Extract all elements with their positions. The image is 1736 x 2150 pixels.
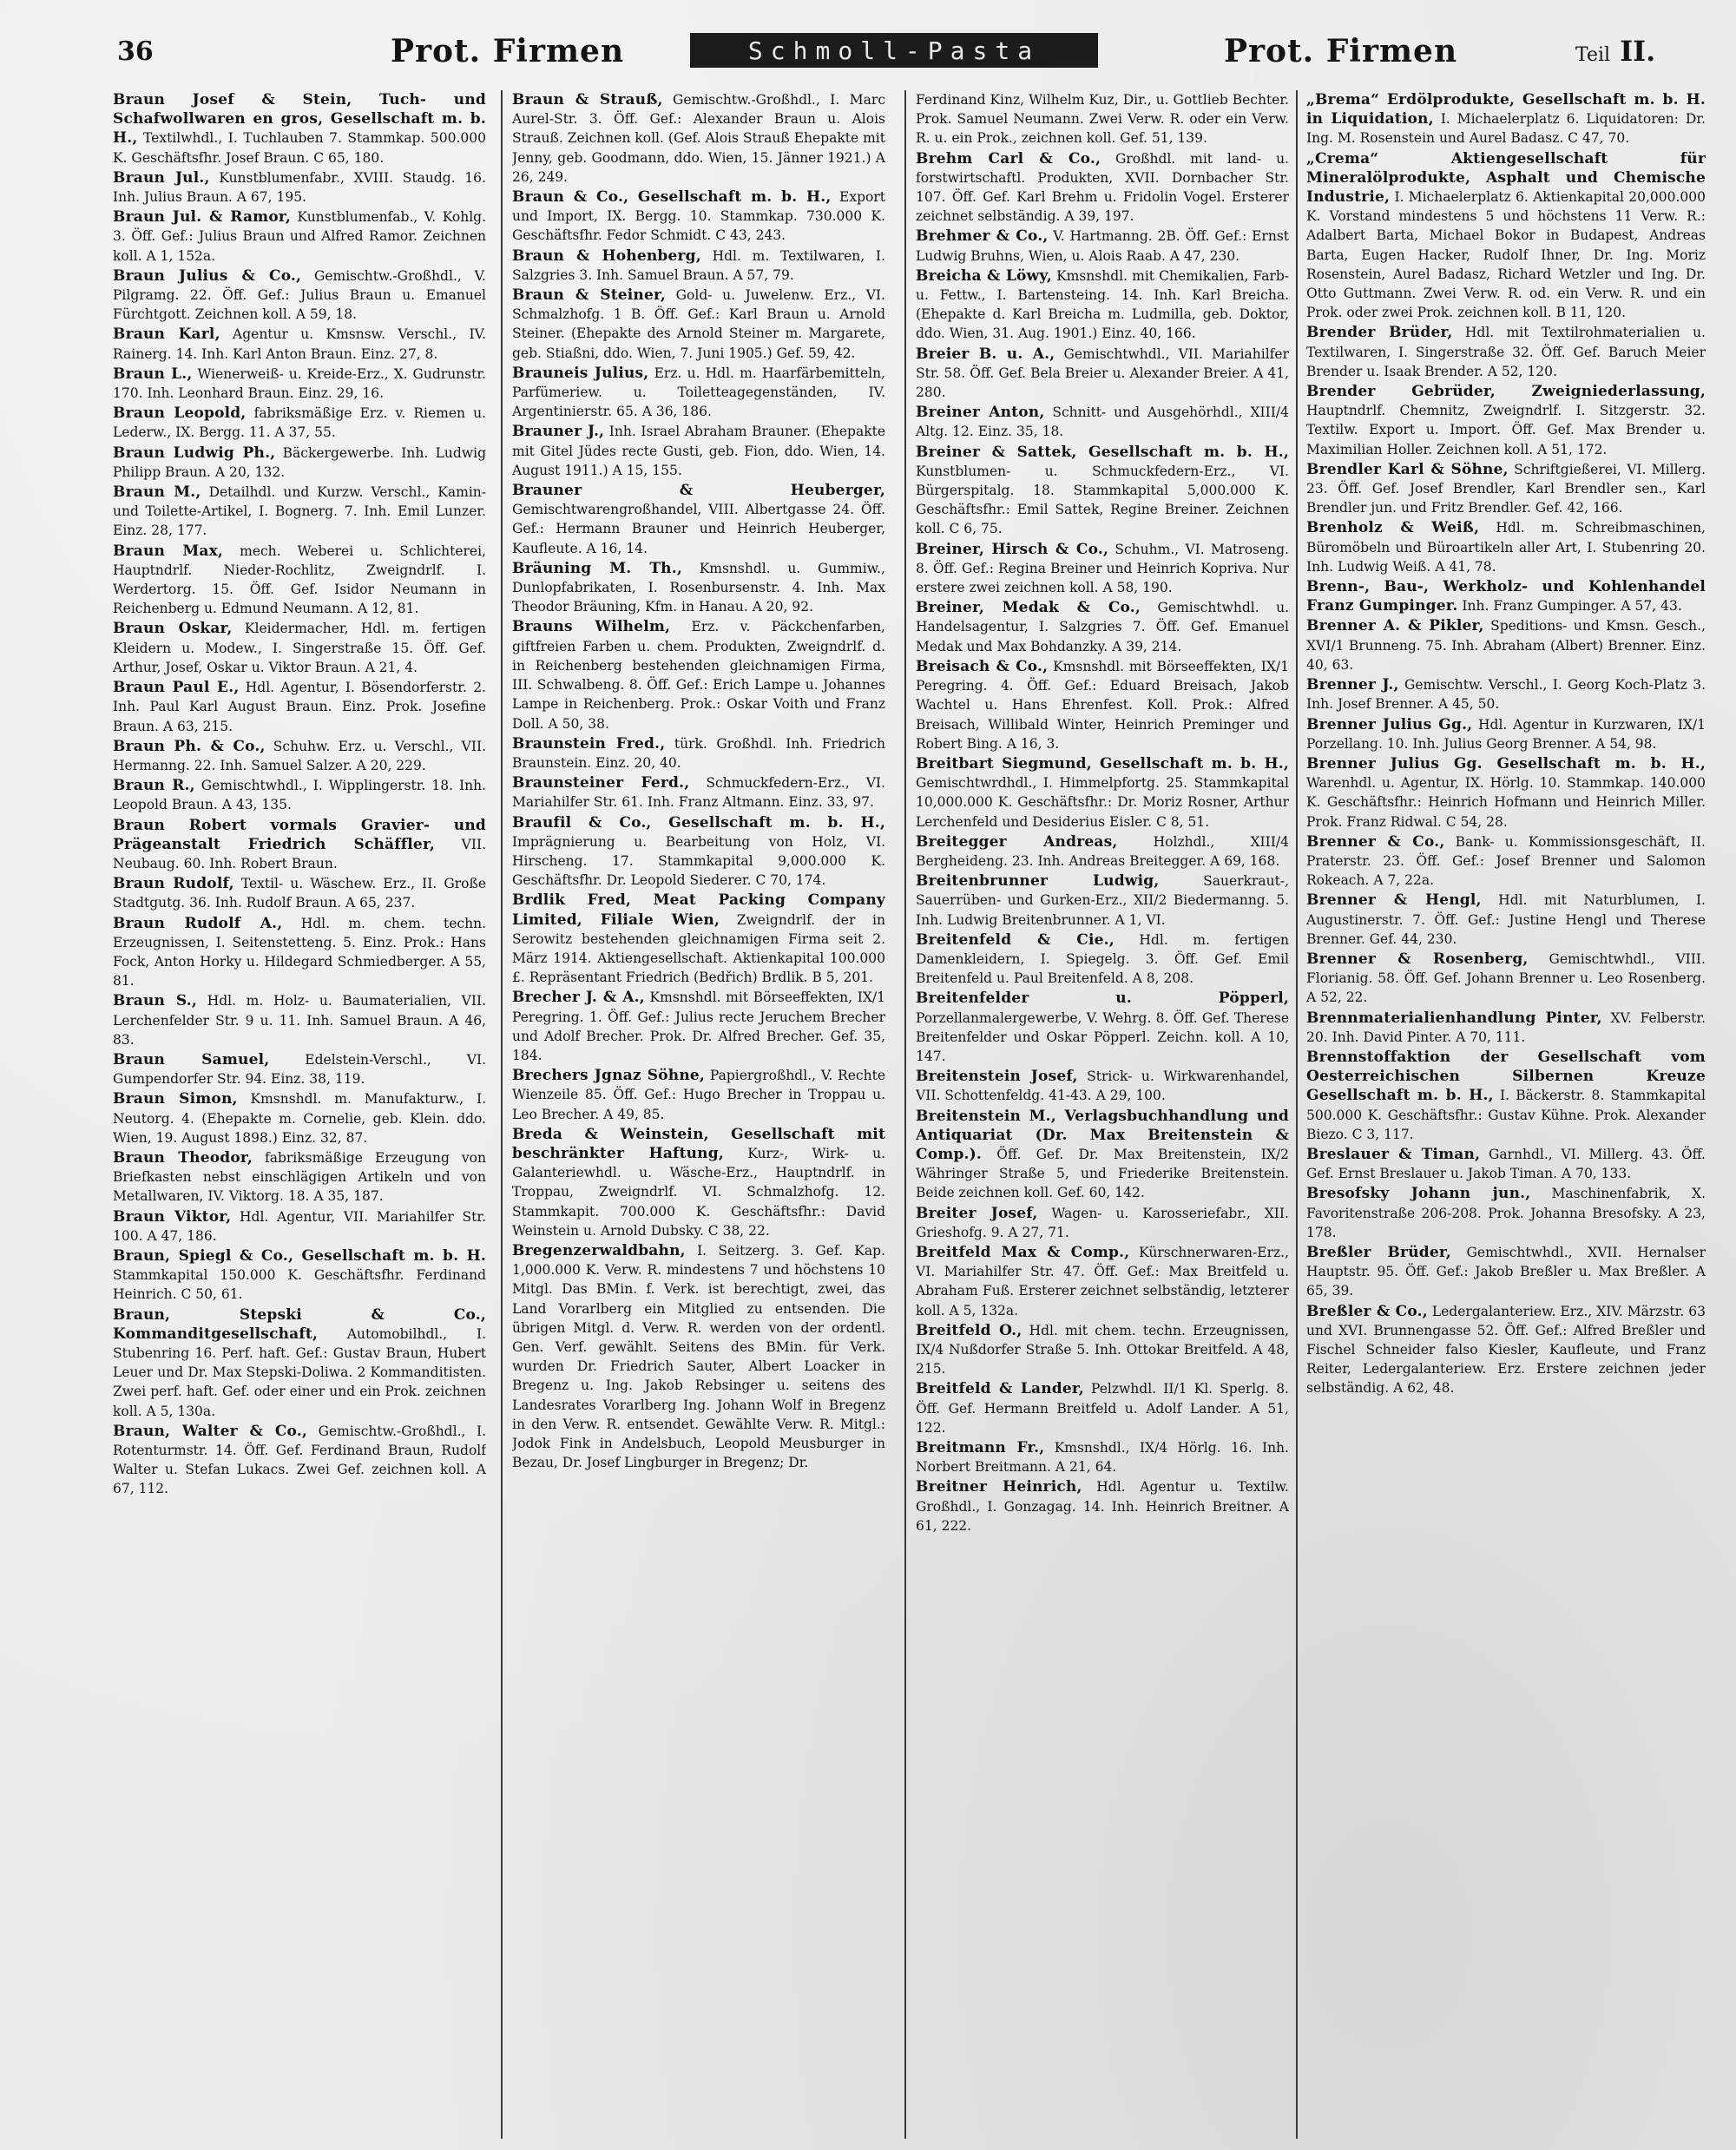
firm-details: Stammkapital 150.000 K. Geschäftsfhr. Ferdinand Heinrich. C 50, 61. — [113, 1267, 486, 1303]
directory-entry — [1306, 754, 1706, 832]
firm-details: Wagen- u. Karosseriefabr., XII. Grieshofg. 9. A 27, 71. — [916, 1205, 1289, 1240]
firm-name: Brenner Julius Gg. Gesellschaft m. b. H., — [1306, 754, 1706, 773]
firm-name: Braun Jul. & Ramor, — [113, 208, 291, 227]
firm-details: Garnhdl., VI. Millerg. 43. Öff. Gef. Ernst Breslauer u. Jakob Timan. A 70, 133. — [1306, 1146, 1706, 1182]
firm-name: Brender Brüder, — [1306, 324, 1453, 342]
directory-entry — [1306, 382, 1706, 459]
directory-entry — [1306, 460, 1706, 518]
directory-entry — [1306, 323, 1706, 381]
directory-entry — [916, 832, 1289, 871]
directory-entry — [113, 483, 486, 541]
firm-details: Imprägnierung u. Bearbeitung von Holz, VI. Hirscheng. 17. Stammkapital 9,000.000 K. Geschäftsfhr. Dr. Leopold Siederer. C 70, 174. — [512, 833, 885, 889]
firm-name: Breiner & Sattek, Gesellschaft m. b. H., — [916, 443, 1289, 461]
directory-entry — [113, 444, 486, 482]
firm-details: Gemischtwhdl., VII. Mariahilfer Str. 58. Öff. Gef. Bela Breier u. Alexander Breier. A 41, 280. — [916, 345, 1289, 401]
directory-entry — [1306, 616, 1706, 674]
firm-details: Großhdl. mit land- u. forstwirtschaftl. Produkten, XVII. Dornbacher Str. 107. Öff. Gef. Karl Brehm u. Fridolin Vogel. Ersterer zeichnet selbständig. A 39, 197. — [916, 150, 1289, 225]
firm-details: Gemischtw.-Großhdl., I. Rotenturmstr. 14. Öff. Gef. Ferdinand Braun, Rudolf Walter u. Stefan Lukacs. Zwei Gef. zeichnen koll. A 67, 112. — [113, 1423, 486, 1497]
firm-details: XV. Felberstr. 20. Inh. David Pinter. A 70, 111. — [1306, 1009, 1706, 1045]
firm-name: Braun & Steiner, — [512, 286, 667, 305]
part-indicator — [1575, 35, 1655, 68]
directory-entry — [512, 813, 885, 891]
directory-entry — [1306, 1048, 1706, 1144]
firm-name: Breiner Anton, — [916, 404, 1045, 422]
directory-entry — [113, 1305, 486, 1421]
directory-entry — [1306, 891, 1706, 949]
directory-entry — [916, 1477, 1289, 1535]
directory-entry — [1306, 675, 1706, 713]
firm-details: Kmsnshdl. mit Chemikalien, Farb- u. Fettw., I. Bartensteing. 14. Inh. Karl Breicha. (Ehepakte d. Karl Breicha m. Ludmilla, geb. Doktor, ddo. Wien, 31. Aug. 1901.) Einz. 40, 166. — [916, 267, 1289, 342]
directory-entry — [916, 266, 1289, 344]
firm-details: Automobilhdl., I. Stubenring 16. Perf. haft. Gef.: Gustav Braun, Hubert Leuer und Dr. Max Stepski-Doliwa. 2 Kommanditisten. Zwei perf. haft. Gef. oder einer und ein Prok. zeichnen koll. A 5, 130a. — [113, 1325, 486, 1419]
directory-entry — [113, 914, 486, 991]
firm-details: Hdl. Agentur, I. Bösendorferstr. 2. Inh. Paul Karl August Braun. Einz. Prok. Josefine Braun. A 63, 215. — [113, 680, 486, 734]
firm-name: Breitenstein M., Verlagsbuchhandlung und Antiquariat (Dr. Max Breitenstein & Comp.). — [916, 1107, 1289, 1163]
firm-details: Edelstein-Verschl., VI. Gumpendorfer Str. 94. Einz. 38, 119. — [113, 1051, 486, 1088]
directory-entry — [916, 227, 1289, 265]
firm-name: Braun Jul., — [113, 168, 210, 187]
firm-details: Wienerweiß- u. Kreide-Erz., X. Gudrunstr. 170. Inh. Leonhard Braun. Einz. 29, 16. — [113, 365, 486, 402]
directory-entry — [1306, 1243, 1706, 1301]
firm-name: Braun M., — [113, 483, 201, 502]
directory-entry — [916, 930, 1289, 989]
directory-entry — [916, 871, 1289, 930]
directory-entry — [113, 1207, 486, 1246]
firm-name: Brauneis Julius, — [512, 364, 649, 382]
directory-entry — [113, 207, 486, 266]
firm-name: Braun S., — [113, 992, 198, 1010]
directory-entry — [1306, 832, 1706, 891]
firm-name: Braun Oskar, — [113, 620, 233, 638]
firm-details: Hdl. m. fertigen Damenkleidern, I. Spiegelg. 3. Öff. Gef. Emil Breitenfeld u. Paul Breitenfeld. A 8, 208. — [916, 931, 1289, 987]
firm-details: Gemischtw.-Großhdl., I. Marc Aurel-Str. 3. Öff. Gef.: Alexander Braun u. Alois Strauß. Zeichnen koll. (Gef. Alois Strauß Ehepakte mit Jenny, geb. Goodmann, ddo. Wien, 15. Jänner 1921.) A 26, 249. — [512, 92, 885, 185]
firm-name: Braun & Co., Gesellschaft m. b. H., — [512, 188, 832, 207]
firm-name: „Crema“ Aktiengesellschaft für Mineralölprodukte, Asphalt und Chemische Industrie, — [1306, 149, 1706, 207]
firm-name: Brenner A. & Pikler, — [1306, 617, 1484, 635]
firm-details: türk. Großhdl. Inh. Friedrich Braunstein. Einz. 20, 40. — [512, 735, 885, 771]
firm-details: Hdl. m. Schreibmaschinen, Büromöbeln und Büroartikeln aller Art, I. Stubenring 20. Inh. Ludwig Weiß. A 41, 78. — [1306, 520, 1706, 575]
firm-name: Braun, Spiegl & Co., Gesellschaft m. b. H. — [113, 1246, 486, 1265]
firm-details: Inh. Franz Gumpinger. A 57, 43. — [1462, 598, 1682, 615]
firm-name: Braunstein Fred., — [512, 734, 666, 753]
directory-entry — [113, 325, 486, 363]
column-divider — [1296, 90, 1298, 2139]
column-4 — [1306, 90, 1706, 2139]
directory-entry — [113, 1089, 486, 1147]
listing-columns — [113, 90, 1719, 2139]
firm-details: Hdl. m. Holz- u. Baumaterialien, VII. Lerchenfelder Str. 9 u. 11. Inh. Samuel Braun. A 46, 83. — [113, 993, 486, 1048]
directory-entry — [512, 617, 885, 733]
directory-entry — [916, 1379, 1289, 1437]
firm-name: Breitenstein Josef, — [916, 1068, 1078, 1086]
firm-name: Braun & Strauß, — [512, 91, 663, 108]
directory-entry — [113, 1050, 486, 1088]
firm-details: Hdl. Agentur, VII. Mariahilfer Str. 100. A 47, 186. — [113, 1208, 486, 1244]
firm-details: Kmsnshdl. mit Börseeffekten, IX/1 Peregring. 4. Öff. Gef.: Eduard Breisach, Jakob Wachtel u. Hans Ehrenfest. Koll. Prok.: Alfred Breisach, Willibald Winter, Heinrich Preminger und Robert Bing. A 16, 3. — [916, 658, 1289, 752]
directory-entry — [1306, 715, 1706, 753]
directory-entry — [113, 1422, 486, 1499]
firm-details: Gemischtwarengroßhandel, VIII. Albertgasse 24. Öff. Gef.: Hermann Brauner und Heinrich Heuberger, Kaufleute. A 16, 14. — [512, 502, 885, 556]
directory-entry — [916, 657, 1289, 753]
firm-details: I. Bäckerstr. 8. Stammkapital 500.000 K. Geschäftsfhr.: Gustav Kühne. Prok. Alexander Biezo. C 3, 117. — [1306, 1088, 1706, 1142]
firm-name: Brenner Julius Gg., — [1306, 715, 1473, 733]
directory-entry — [512, 559, 885, 617]
firm-details: I. Michaelerplatz 6. Liquidatoren: Dr. Ing. M. Rosenstein und Aurel Badasz. C 47, 70. — [1306, 111, 1706, 147]
firm-name: Bregenzerwaldbahn, — [512, 1241, 686, 1259]
column-divider — [904, 90, 906, 2139]
firm-details: Sauerkraut-, Sauerrüben- und Gurken-Erz., XII/2 Biedermanng. 5. Inh. Ludwig Breitenbrunner. A 1, VI. — [916, 873, 1289, 928]
directory-entry — [512, 422, 885, 480]
firm-name: Breitfeld Max & Comp., — [916, 1243, 1130, 1261]
firm-name: Brenner J., — [1306, 676, 1399, 694]
directory-entry — [916, 754, 1289, 832]
directory-entry — [916, 1438, 1289, 1476]
directory-entry — [916, 1321, 1289, 1379]
firm-details: Schuhm., VI. Matroseng. 8. Öff. Gef.: Regina Breiner und Heinrich Kopriva. Nur erstere zwei zeichnen koll. A 58, 190. — [916, 541, 1289, 596]
firm-name: Braun Ludwig Ph., — [113, 444, 276, 462]
firm-details: Gemischtw.-Großhdl., V. Pilgramg. 22. Öff. Gef.: Julius Braun u. Emanuel Fürchtgott. Zeichnen koll. A 59, 18. — [113, 267, 486, 323]
part-number: II. — [1620, 35, 1656, 68]
firm-name: Breiner, Medak & Co., — [916, 599, 1141, 617]
firm-name: Braun & Hohenberg, — [512, 247, 701, 265]
directory-entry — [512, 90, 885, 187]
firm-details: Gemischtwhdl., VIII. Florianig. 58. Öff. Gef. Johann Brenner u. Leo Rosenberg. A 52, 22. — [1306, 950, 1706, 1006]
firm-name: Brechers Jgnaz Söhne, — [512, 1067, 706, 1085]
directory-entry — [916, 149, 1289, 227]
firm-name: Braun R., — [113, 777, 195, 795]
firm-details: Ledergalanteriew. Erz., XIV. Märzstr. 63 und XVI. Brunnengasse 52. Öff. Gef.: Alfred Breßler und Fischel Schneider falso Kiesler, Kaufleute, und Franz Reiter, Ledergalanteriew. Erz. Erstere zeichnen jeder selbständig. A 62, 48. — [1306, 1303, 1706, 1397]
firm-details: Kürschnerwaren-Erz., VI. Mariahilfer Str. 47. Öff. Gef.: Max Breitfeld u. Abraham Fuß. Ersterer zeichnet selbständig, letzterer koll. A 5, 132a. — [916, 1244, 1289, 1318]
column-3 — [916, 90, 1289, 2139]
firm-details: Hdl. m. Textilwaren, I. Salzgries 3. Inh. Samuel Braun. A 57, 79. — [512, 247, 885, 283]
part-label: Teil — [1575, 44, 1611, 66]
firm-name: Brenner & Rosenberg, — [1306, 950, 1529, 968]
firm-name: Breitenfeld & Cie., — [916, 930, 1115, 949]
directory-entry — [1306, 1009, 1706, 1047]
brand-banner: Schmoll-Pasta — [690, 33, 1098, 68]
firm-name: Breitenfelder u. Pöpperl, — [916, 990, 1289, 1008]
firm-details: Kmsnshdl. m. Manufakturw., I. Neutorg. 4. (Ehepakte m. Cornelie, geb. Klein. ddo. Wien, 19. August 1898.) Einz. 32, 87. — [113, 1091, 486, 1146]
firm-details: Hauptndrlf. Chemnitz, Zweigndrlf. I. Sitzgerstr. 32. Textilw. Export u. Import. Öff. Gef. Max Brender u. Maximilian Holler. Zeichnen koll. A 51, 172. — [1306, 403, 1706, 457]
firm-name: Brenner & Hengl, — [1306, 891, 1482, 910]
firm-name: Brenner & Co., — [1306, 832, 1445, 851]
firm-details: Pelzwhdl. II/1 Kl. Sperlg. 8. Öff. Gef. Hermann Breitfeld u. Adolf Lander. A 51, 122. — [916, 1381, 1289, 1436]
firm-name: Breitmann Fr., — [916, 1439, 1045, 1457]
directory-entry — [512, 734, 885, 773]
firm-name: Breßler Brüder, — [1306, 1243, 1451, 1261]
firm-details: Textil- u. Wäschew. Erz., II. Große Stadtgutg. 36. Inh. Rudolf Braun. A 65, 237. — [113, 876, 486, 911]
directory-entry — [1306, 518, 1706, 576]
directory-entry — [113, 168, 486, 207]
header-title-left: Prot. Firmen — [391, 33, 625, 69]
directory-entry — [512, 187, 885, 246]
directory-entry — [113, 266, 486, 325]
firm-name: Breisach & Co., — [916, 657, 1049, 675]
directory-entry — [916, 598, 1289, 656]
firm-details: I. Michaelerplatz 6. Aktienkapital 20,000.000 K. Vorstand mindestens 5 und höchstens 11 Verw. R.: Adalbert Barta, Michael Bokor in Budapest, Andreas Barta, Eugen Hacker, Rudolf Ihner, Dr. Ing. Moriz Rosenstein, Aurel Badasz, Richard Wetzler und Ing. Dr. Otto Guttmann. Zwei Verw. R. od. ein Verw. R. und ein Prok. oder zwei Prok. zeichnen koll. B 11, 120. — [1306, 189, 1706, 321]
firm-name: Braufil & Co., Gesellschaft m. b. H., — [512, 813, 885, 832]
firm-name: Brennstoffaktion der Gesellschaft vom Oesterreichischen Silbernen Kreuze Gesellschaft m. b. H., — [1306, 1048, 1706, 1105]
firm-details: Hdl. Agentur in Kurzwaren, IX/1 Porzellang. 10. Inh. Julius Georg Brenner. A 54, 98. — [1306, 716, 1706, 752]
directory-entry — [916, 345, 1289, 403]
firm-details: Kmsnshdl., IX/4 Hörlg. 16. Inh. Norbert Breitmann. A 21, 64. — [916, 1440, 1289, 1476]
firm-details: Erz. u. Hdl. m. Haarfärbemitteln, Parfümeriew. u. Toiletteagegenständen, IV. Argentinierstr. 65. A 36, 186. — [512, 365, 885, 420]
firm-details: Warenhdl. u. Agentur, IX. Hörlg. 10. Stammkap. 140.000 K. Geschäftsfhr.: Heinrich Hofmann und Heinrich Miller. Prok. Franz Ridwal. C 54, 28. — [1306, 775, 1706, 830]
firm-name: Brauner J., — [512, 423, 605, 441]
firm-name: Breßler & Co., — [1306, 1302, 1428, 1320]
firm-name: Breicha & Löwy, — [916, 266, 1052, 285]
directory-entry — [512, 364, 885, 422]
firm-name: Breitbart Siegmund, Gesellschaft m. b. H., — [916, 754, 1289, 773]
firm-details: Kmsnshdl. u. Gummiw., Dunlopfabrikaten, I. Rosenbursenstr. 4. Inh. Max Theodor Bräuning, Kfm. in Hanau. A 20, 92. — [512, 560, 885, 615]
directory-entry — [916, 403, 1289, 441]
page-header — [0, 26, 1736, 80]
firm-name: Braun Simon, — [113, 1090, 238, 1108]
firm-details: Porzellanmalergewerbe, V. Wehrg. 8. Öff. Gef. Therese Breitenfelder und Oskar Pöpperl. Zeichn. koll. A 10, 147. — [916, 1009, 1289, 1064]
directory-entry — [113, 90, 486, 168]
directory-entry — [113, 874, 486, 912]
column-1 — [113, 90, 486, 2139]
firm-details: V. Hartmanng. 2B. Öff. Gef.: Ernst Ludwig Bruhns, Wien, u. Alois Raab. A 47, 230. — [916, 228, 1289, 264]
directory-entry — [512, 481, 885, 558]
firm-details: Öff. Gef. Dr. Max Breitenstein, IX/2 Währinger Straße 5, und Friederike Breitenstein. Beide zeichnen koll. Gef. 60, 142. — [916, 1146, 1289, 1201]
directory-entry — [512, 1125, 885, 1240]
firm-name: Breda & Weinstein, Gesellschaft mit beschränkter Haftung, — [512, 1125, 885, 1162]
directory-entry — [916, 989, 1289, 1066]
firm-details: Kunstblumen- u. Schmuckfedern-Erz., VI. Bürgerspitalg. 18. Stammkapital 5,000.000 K. Geschäftsfhr.: Emil Sattek, Regine Breiner. Zeichnen koll. C 6, 75. — [916, 463, 1289, 537]
column-divider — [501, 90, 503, 2139]
firm-name: Brauns Wilhelm, — [512, 618, 671, 636]
firm-details: Hdl. mit Textilrohmaterialien u. Textilwaren, I. Singerstraße 32. Öff. Gef. Baruch Meier Brender u. Isaak Brender. A 52, 120. — [1306, 325, 1706, 379]
directory-entry — [916, 90, 1289, 148]
directory-entry — [1306, 950, 1706, 1008]
firm-name: Brenholz & Weiß, — [1306, 519, 1480, 537]
firm-details: Hdl. Agentur u. Textilw. Großhdl., I. Gonzagag. 14. Inh. Heinrich Breitner. A 61, 222. — [916, 1479, 1289, 1534]
firm-name: Braun Max, — [113, 542, 224, 560]
firm-name: Braun Samuel, — [113, 1050, 270, 1068]
directory-entry — [1306, 1145, 1706, 1183]
firm-name: Braun Paul E., — [113, 679, 240, 697]
firm-details: Gemischtwhdl. u. Handelsagentur, I. Salzgries 7. Öff. Gef. Emanuel Medak und Max Bohdanzky. A 39, 214. — [916, 600, 1289, 654]
firm-name: Brecher J. & A., — [512, 989, 645, 1007]
firm-name: Brendler Karl & Söhne, — [1306, 460, 1509, 478]
firm-details: Gemischtwhdl., XVII. Hernalser Hauptstr. 95. Öff. Gef.: Jakob Breßler u. Max Breßler. A 65, 39. — [1306, 1244, 1706, 1299]
directory-entry — [113, 1148, 486, 1206]
firm-name: Braun, Walter & Co., — [113, 1422, 308, 1440]
firm-details: fabriksmäßige Erzeugung von Briefkasten nebst einschlägigen Artikeln und von Metallwaren, IV. Viktorg. 18. A 35, 187. — [113, 1149, 486, 1205]
firm-name: Brender Gebrüder, Zweigniederlassung, — [1306, 383, 1706, 401]
firm-name: Brdlik Fred, Meat Packing Company Limited, Filiale Wien, — [512, 891, 885, 929]
firm-details: Kunstblumenfab., V. Kohlg. 3. Öff. Gef.: Julius Braun und Alfred Ramor. Zeichnen koll. A 1, 152a. — [113, 209, 486, 264]
firm-name: Brehm Carl & Co., — [916, 149, 1101, 168]
firm-name: Braun Ph. & Co., — [113, 737, 266, 755]
directory-entry — [1306, 577, 1706, 615]
firm-name: Braun L., — [113, 365, 193, 383]
firm-details: Textilwhdl., I. Tuchlauben 7. Stammkap. 500.000 K. Geschäftsfhr. Josef Braun. C 65, 180. — [113, 130, 486, 166]
firm-details: Hdl. m. chem. techn. Erzeugnissen, I. Seitenstetteng. 5. Einz. Prok.: Hans Fock, Anton Horky u. Hildegard Schmiedberger. A 55, 81. — [113, 915, 486, 990]
firm-details: Inh. Israel Abraham Brauner. (Ehepakte mit Gitel Jüdes recte Gusti, geb. Fion, ddo. Wien, 14. August 1911.) A 15, 155. — [512, 424, 885, 478]
firm-details: Speditions- und Kmsn. Gesch., XVI/1 Brunneng. 75. Inh. Abraham (Albert) Brenner. Einz. 40, 63. — [1306, 618, 1706, 673]
directory-entry — [113, 776, 486, 814]
directory-entry — [512, 1066, 885, 1124]
page-number: 36 — [117, 36, 154, 67]
firm-name: Breier B. u. A., — [916, 345, 1055, 363]
firm-name: Braun Karl, — [113, 325, 220, 344]
firm-details: Papiergroßhdl., V. Rechte Wienzeile 85. Öff. Gef.: Hugo Brecher in Troppau u. Leo Brecher. A 49, 85. — [512, 1068, 885, 1122]
firm-name: Braun Leopold, — [113, 404, 247, 423]
column-2 — [512, 90, 885, 2139]
firm-details: Schriftgießerei, VI. Millerg. 23. Öff. Gef. Josef Brendler, Karl Brendler sen., Karl Brendler jun. und Fritz Brendler. Gef. 42, 166. — [1306, 461, 1706, 516]
firm-details: Hdl. mit Naturblumen, I. Augustinerstr. 7. Öff. Gef.: Justine Hengl und Therese Brenner. Gef. 44, 230. — [1306, 892, 1706, 947]
firm-details: Gemischtw. Verschl., I. Georg Koch-Platz 3. Inh. Josef Brenner. A 45, 50. — [1306, 677, 1706, 713]
firm-details: Kurz-, Wirk- u. Galanteriewhdl. u. Wäsche-Erz., Hauptndrlf. in Troppau, Zweigndrlf. VI. Schmalzhofg. 12. Stammkapit. 700.000 K. Geschäftsfhr.: David Weinstein u. Arnold Dubsky. C 38, 22. — [512, 1145, 885, 1239]
firm-name: Breitfeld O., — [916, 1321, 1023, 1339]
directory-entry — [916, 540, 1289, 598]
firm-details: Schuhw. Erz. u. Verschl., VII. Hermanng. 22. Inh. Samuel Salzer. A 20, 229. — [113, 738, 486, 773]
directory-entry — [1306, 1302, 1706, 1398]
firm-name: Brenn-, Bau-, Werkholz- und Kohlenhandel Franz Gumpinger. — [1306, 578, 1706, 615]
directory-entry — [113, 619, 486, 677]
firm-name: Bräuning M. Th., — [512, 559, 682, 577]
firm-name: Braun Theodor, — [113, 1148, 253, 1167]
directory-entry — [916, 1067, 1289, 1105]
firm-details: Hdl. mit chem. techn. Erzeugnissen, IX/4 Nußdorfer Straße 5. Inh. Ottokar Breitfeld. A 48, 215. — [916, 1322, 1289, 1377]
firm-details: Bank- u. Kommissionsgeschäft, II. Praterstr. 23. Öff. Gef.: Josef Brenner und Salomon Rokeach. A 7, 22a. — [1306, 833, 1706, 889]
firm-details: Gemischtwrdhdl., I. Himmelpfortg. 25. Stammkapital 10,000.000 K. Geschäftsfhr.: Dr. Moriz Rosner, Arthur Lerchenfeld und Desiderius Eisler. C 8, 51. — [916, 775, 1289, 830]
firm-name: Breitner Heinrich, — [916, 1478, 1082, 1496]
firm-details: Agentur u. Kmsnsw. Verschl., IV. Rainerg. 14. Inh. Karl Anton Braun. Einz. 27, 8. — [113, 326, 486, 362]
directory-entry — [1306, 149, 1706, 323]
firm-name: Brehmer & Co., — [916, 227, 1049, 246]
directory-entry — [113, 542, 486, 619]
firm-details: Bäckergewerbe. Inh. Ludwig Philipp Braun. A 20, 132. — [113, 444, 486, 480]
firm-details: Holzhdl., XIII/4 Bergheideng. 23. Inh. Andreas Breitegger. A 69, 168. — [916, 833, 1289, 869]
firm-details: Ferdinand Kinz, Wilhelm Kuz, Dir., u. Gottlieb Bechter. Prok. Samuel Neumann. Zwei Verw. R. oder ein Verw. R. u. ein Prok., zeichnen koll. Gef. 51, 139. — [916, 92, 1289, 147]
firm-details: Strick- u. Wirkwarenhandel, VII. Schottenfeldg. 41-43. A 29, 100. — [916, 1068, 1289, 1104]
firm-name: Braun Robert vormals Gravier- und Prägeanstalt Friedrich Schäffler, — [113, 816, 486, 853]
firm-details: VII. Neubaug. 60. Inh. Robert Braun. — [113, 836, 486, 871]
directory-entry — [113, 737, 486, 775]
firm-details: Zweigndrlf. der in Serowitz bestehenden gleichnamigen Firma seit 2. März 1914. Aktiengesellschaft. Aktienkapital 100.000 £. Repräsentant Friedrich (Bedřich) Brdlik. B 5, 201. — [512, 911, 885, 986]
directory-entry — [512, 773, 885, 812]
firm-name: Braun Viktor, — [113, 1207, 232, 1226]
firm-name: Breiner, Hirsch & Co., — [916, 540, 1109, 558]
firm-name: Braun Rudolf, — [113, 875, 234, 893]
firm-name: „Brema“ Erdölprodukte, Gesellschaft m. b. H. in Liquidation, — [1306, 91, 1706, 128]
directory-entry — [1306, 1184, 1706, 1242]
directory-entry — [1306, 90, 1706, 148]
firm-details: Kleidermacher, Hdl. m. fertigen Kleidern u. Modew., I. Singerstraße 15. Öff. Gef. Arthur, Josef, Oskar u. Viktor Braun. A 21, 4. — [113, 621, 486, 675]
firm-details: I. Seitzerg. 3. Gef. Kap. 1,000.000 K. Verw. R. mindestens 7 und höchstens 10 Mitgl. Das BMin. f. Verk. ist berechtigt, zwei, das Land Vorarlberg ein Mitglied zu entsenden. Die übrigen Mitgl. d. Verw. R. werden von der ordentl. Gen. Verf. gewählt. Seitens des BMin. für Verk. wurden Dr. Friedrich Sauter, Albert Loacker in Bregenz u. Ing. Jakob Rebsinger u. seitens des Landesrates Vorarlberg Ing. Johann Wolf in Bregenz in den Verw. R. entsendet. Gewählte Verw. R. Mitgl.: Jodok Fink in Andelsbuch, Leopold Meusburger in Bezau, Dr. Josef Lingburger in Bregenz; Dr. — [512, 1242, 885, 1471]
firm-name: Braun Julius & Co., — [113, 266, 302, 285]
firm-name: Breitenbrunner Ludwig, — [916, 872, 1160, 891]
directory-entry — [113, 404, 486, 442]
directory-entry — [113, 991, 486, 1049]
firm-name: Breitfeld & Lander, — [916, 1380, 1084, 1398]
directory-entry — [916, 1107, 1289, 1203]
firm-details: mech. Weberei u. Schlichterei, Hauptndrlf. Nieder-Rochlitz, Zweigndrlf. I. Werdertorg. 15. Öff. Gef. Isidor Neumann in Reichenberg u. Edmund Neumann. A 12, 81. — [113, 542, 486, 617]
firm-details: Kunstblumenfabr., XVIII. Staudg. 16. Inh. Julius Braun. A 67, 195. — [113, 169, 486, 206]
directory-entry — [512, 988, 885, 1065]
directory-entry — [113, 816, 486, 874]
firm-name: Braun Josef & Stein, Tuch- und Schafwollwaren en gros, Gesellschaft m. b. H., — [113, 91, 486, 148]
directory-entry — [512, 247, 885, 285]
directory-entry — [113, 365, 486, 403]
firm-name: Braunsteiner Ferd., — [512, 774, 690, 792]
firm-name: Braun Rudolf A., — [113, 914, 283, 932]
firm-details: Maschinenfabrik, X. Favoritenstraße 206-208. Prok. Johanna Bresofsky. A 23, 178. — [1306, 1186, 1706, 1240]
firm-details: Erz. v. Päckchenfarben, giftfreien Farben u. chem. Produkten, Zweigndrlf. d. in Reichenberg bestehenden gleichnamigen Firma, III. Schwalbeng. 8. Öff. Gef.: Erich Lampe u. Johannes Lampe in Reichenberg. Prok.: Oskar Voith und Franz Doll. A 50, 38. — [512, 619, 885, 732]
firm-name: Breslauer & Timan, — [1306, 1145, 1481, 1163]
firm-name: Brennmaterialienhandlung Pinter, — [1306, 1009, 1602, 1027]
firm-details: Detailhdl. und Kurzw. Verschl., Kamin- und Toilette-Artikel, I. Bognerg. 7. Inh. Emil Lunzer. Einz. 28, 177. — [113, 484, 486, 539]
firm-name: Bresofsky Johann jun., — [1306, 1185, 1531, 1203]
directory-entry — [113, 678, 486, 736]
directory-entry — [512, 1241, 885, 1472]
firm-details: Kmsnshdl. mit Börseeffekten, IX/1 Peregring. 1. Öff. Gef.: Julius recte Jeruchem Brecher und Adolf Brecher. Prok. Dr. Alfred Brecher. Gef. 35, 184. — [512, 990, 885, 1063]
header-title-right: Prot. Firmen — [1224, 33, 1458, 69]
directory-entry — [512, 286, 885, 363]
firm-name: Breitegger Andreas, — [916, 832, 1118, 851]
directory-entry — [512, 891, 885, 987]
directory-entry — [916, 443, 1289, 539]
firm-name: Breiter Josef, — [916, 1204, 1038, 1222]
firm-name: Braun, Stepski & Co., Kommanditgesellschaft, — [113, 1305, 486, 1343]
firm-details: Gemischtwhdl., I. Wipplingerstr. 18. Inh. Leopold Braun. A 43, 135. — [113, 778, 486, 813]
firm-details: Export und Import, IX. Bergg. 10. Stammkap. 730.000 K. Geschäftsfhr. Fedor Schmidt. C 43, 243. — [512, 189, 885, 244]
firm-details: Schnitt- und Ausgehörhdl., XIII/4 Altg. 12. Einz. 35, 18. — [916, 404, 1289, 440]
firm-details: Schmuckfedern-Erz., VI. Mariahilfer Str. 61. Inh. Franz Altmann. Einz. 33, 97. — [512, 775, 885, 811]
firm-details: Gold- u. Juwelenw. Erz., VI. Schmalzhofg. 1 B. Öff. Gef.: Karl Braun u. Arnold Steiner. (Ehepakte des Arnold Steiner m. Margarete, geb. Stiaßni, ddo. Wien, 7. Juni 1905.) Gef. 59, 42. — [512, 287, 885, 361]
directory-entry — [916, 1243, 1289, 1320]
directory-entry — [113, 1246, 486, 1305]
directory-entry — [916, 1204, 1289, 1242]
firm-name: Brauner & Heuberger, — [512, 482, 885, 500]
firm-details: fabriksmäßige Erz. v. Riemen u. Lederw., IX. Bergg. 11. A 37, 55. — [113, 405, 486, 441]
